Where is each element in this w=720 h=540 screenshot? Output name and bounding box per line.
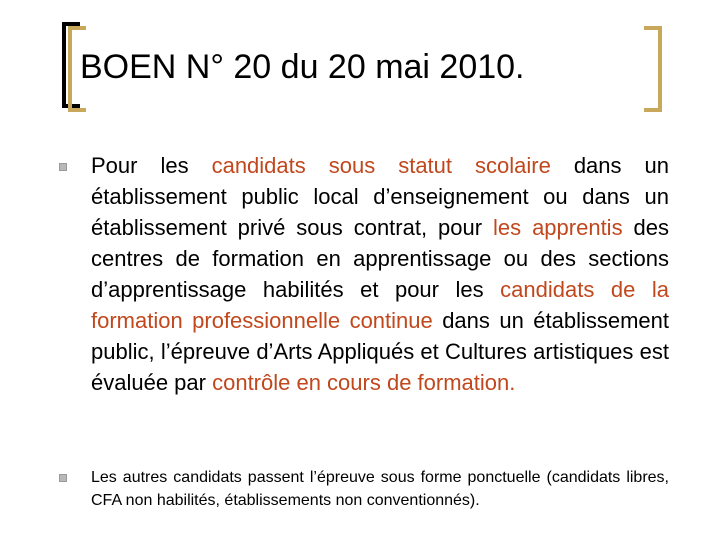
segment-1-3: dans un établissement public local d’enseignement ou dans un établissement privé sous contrat, pour [91, 153, 669, 240]
segment-1-1: Pour les [91, 153, 212, 178]
segment-1-8: contrôle en cours de formation. [212, 370, 516, 395]
bullet-marker-2 [59, 474, 67, 482]
segment-1-5: des centres de formation en apprentissage ou des sections d’apprentissage habilités et pour les [91, 215, 669, 302]
page-title: BOEN N° 20 du 20 mai 2010. [80, 48, 525, 86]
title-bracket-right-accent [644, 26, 662, 112]
segment-1-4: les apprentis [493, 215, 623, 240]
bullet-text-2: Les autres candidats passent l’épreuve sous forme ponctuelle (candidats libres, CFA non habilités, établissements non conventionnés). [91, 469, 669, 509]
bullet-marker-1 [59, 163, 67, 171]
segment-1-6: candidats de la formation professionnelle continue [91, 277, 669, 333]
segment-1-7: dans un établissement public, l’épreuve d’Arts Appliqués et Cultures artistiques est évaluée par [91, 308, 669, 395]
bullet-text-1 [91, 150, 669, 398]
segment-1-2: candidats sous statut scolaire [211, 153, 551, 178]
